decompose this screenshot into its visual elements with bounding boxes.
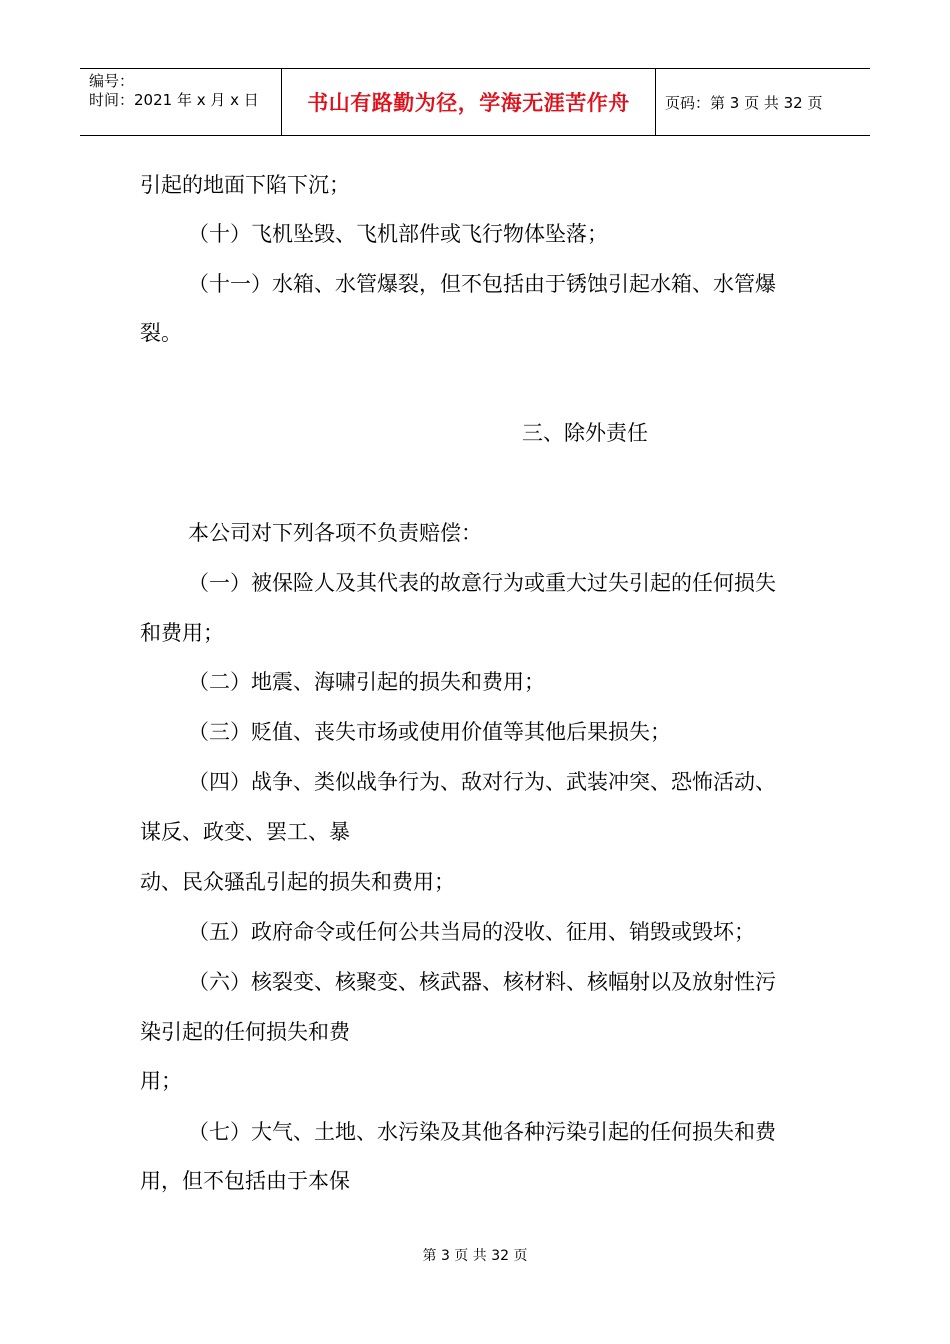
header-meta-cell [80, 69, 282, 135]
paragraph-line: （二）地震、海啸引起的损失和费用； [188, 670, 545, 694]
paragraph-line: （七）大气、土地、水污染及其他各种污染引起的任何损失和费 [188, 1120, 776, 1144]
paragraph-line: 动、民众骚乱引起的损失和费用； [140, 870, 455, 894]
header-motto-cell [282, 69, 656, 135]
section-heading: 三、除外责任 [522, 421, 648, 445]
paragraph-line: 用； [140, 1069, 182, 1093]
paragraph-line: 和费用； [140, 621, 224, 645]
header-page-info: 页码：第 3 页 共 32 页 [665, 93, 823, 112]
paragraph-line: （十一）水箱、水管爆裂，但不包括由于锈蚀引起水箱、水管爆 [188, 272, 776, 296]
paragraph-line: （一）被保险人及其代表的故意行为或重大过失引起的任何损失 [188, 571, 776, 595]
paragraph-line: 引起的地面下陷下沉； [140, 173, 350, 197]
paragraph-line: （三）贬值、丧失市场或使用价值等其他后果损失； [188, 720, 671, 744]
page-footer: 第 3 页 共 32 页 [422, 1248, 528, 1264]
date-label: 时间：2021 年 x 月 x 日 [89, 91, 259, 109]
paragraph-line: （四）战争、类似战争行为、敌对行为、武装冲突、恐怖活动、 [188, 770, 776, 794]
serial-label: 编号： [89, 72, 135, 90]
header-motto: 书山有路勤为径，学海无涯苦作舟 [307, 91, 630, 115]
paragraph-line: 染引起的任何损失和费 [140, 1020, 350, 1044]
paragraph-line: 裂。 [140, 321, 182, 345]
paragraph-line: 用，但不包括由于本保 [140, 1169, 350, 1193]
paragraph-line: （五）政府命令或任何公共当局的没收、征用、销毁或毁坏； [188, 920, 755, 944]
paragraph-line: 本公司对下列各项不负责赔偿： [188, 521, 482, 545]
document-header [80, 68, 870, 136]
paragraph-line: 谋反、政变、罢工、暴 [140, 820, 350, 844]
paragraph-line: （十）飞机坠毁、飞机部件或飞行物体坠落； [188, 222, 608, 246]
paragraph-line: （六）核裂变、核聚变、核武器、核材料、核幅射以及放射性污 [188, 970, 776, 994]
